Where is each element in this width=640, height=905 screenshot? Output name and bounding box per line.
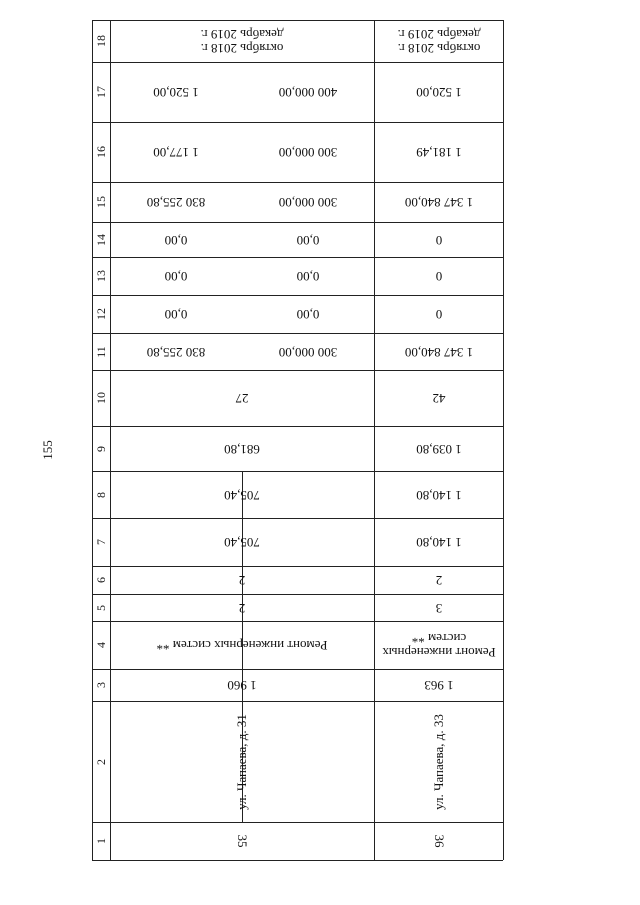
row36-cell: 1 140,80: [415, 535, 462, 550]
table-row-line: [92, 122, 503, 123]
row35-cell: 0,00: [164, 307, 188, 322]
column-number: 1: [94, 838, 108, 844]
column-number: 7: [94, 539, 108, 545]
table-row-line: [92, 295, 503, 296]
row36-cell: 1 347 840,00: [404, 344, 473, 360]
column-number: 6: [94, 577, 108, 583]
column-number: 16: [94, 146, 108, 158]
row35-cell: 705,40: [224, 535, 260, 550]
table-row-line: [92, 20, 503, 21]
table-row-line: [92, 370, 503, 371]
table-row-line: [92, 471, 503, 472]
row35-cell: 400 000,00: [278, 85, 338, 100]
table-row-line: [92, 594, 503, 595]
row35-cell: 1 520,00: [153, 85, 199, 100]
column-number: 12: [94, 308, 108, 320]
table-row-line: [92, 182, 503, 183]
table-row-line: [92, 669, 503, 670]
row36-cell: 1 963: [423, 678, 454, 693]
row35-period-start: октябрь 2018 г.: [200, 41, 284, 56]
column-number: 11: [94, 345, 108, 358]
column-number: 10: [94, 392, 108, 404]
row35-cell: 681,80: [224, 441, 260, 457]
row35-cell: 0,00: [164, 232, 188, 248]
column-number: 9: [94, 445, 108, 452]
row35-cell: 300 000,00: [278, 145, 338, 160]
row36-cell: 1 039,80: [415, 441, 462, 457]
row35-cell: Ремонт инженерных систем **: [156, 638, 328, 653]
row36-cell: 1 140,80: [415, 487, 462, 503]
row36-work-type-line1: Ремонт инженерных: [381, 645, 496, 660]
row36-cell: 1 181,49: [415, 145, 462, 160]
column-number: 3: [94, 682, 108, 688]
row36-cell: 0: [435, 232, 442, 248]
row36-cell: 1 520,00: [415, 85, 462, 100]
table-row-line: [92, 333, 503, 334]
row36-address: ул. Чапаева, д. 33: [430, 713, 446, 810]
row35-cell: 1 960: [227, 678, 257, 693]
row36-period-end: декабрь 2019 г.: [397, 27, 480, 42]
row35-cell: 0,00: [296, 307, 320, 322]
column-number: 13: [94, 270, 108, 282]
table-row-line: [92, 426, 503, 427]
row36-cell: 0: [435, 269, 442, 284]
row36-cell: 0: [435, 307, 442, 322]
column-number: 15: [94, 196, 108, 208]
table-row-line: [92, 860, 503, 861]
row35-cell: 705,40: [224, 487, 260, 503]
row35-cell: 830 255,80: [146, 344, 206, 360]
table-row-line: [92, 222, 503, 223]
column-number: 17: [94, 86, 108, 98]
row36-cell: 3: [435, 600, 442, 616]
column-number: 18: [94, 35, 108, 47]
row35-cell: 27: [235, 391, 249, 406]
column-number: 14: [94, 233, 108, 246]
page-number: 155: [40, 440, 55, 460]
row35-cell: 2: [238, 573, 246, 588]
column-number: 5: [94, 604, 108, 611]
row36-number: 36: [431, 834, 447, 848]
table-border-right: [503, 20, 504, 860]
table-border-number-col: [110, 20, 111, 860]
row36-period-start: октябрь 2018 г.: [397, 41, 480, 56]
table-row-line: [92, 621, 503, 622]
row35-period-end: декабрь 2019 г.: [200, 27, 284, 42]
table-border-row-divider: [374, 20, 375, 860]
row35-cell: 0,00: [164, 269, 188, 284]
table-row-line: [92, 822, 503, 823]
column-number: 2: [94, 758, 108, 765]
table-row-line: [92, 566, 503, 567]
table-row-line: [92, 518, 503, 519]
row36-cell: 1 347 840,00: [404, 195, 473, 210]
table-row-line: [92, 701, 503, 702]
row35-cell: 300 000,00: [278, 344, 338, 360]
row35-cell: 2: [238, 600, 246, 616]
row35-cell: 300 000,00: [278, 195, 338, 210]
row35-cell: 1 177,00: [153, 145, 199, 160]
row35-cell: 0,00: [296, 232, 320, 248]
row36-cell: 42: [432, 391, 445, 406]
row36-cell: 2: [435, 573, 442, 588]
table-border-left: [92, 20, 93, 860]
row35-address: ул. Чапаева, д. 31: [234, 713, 249, 810]
row35-cell: 0,00: [296, 269, 320, 284]
column-number: 4: [94, 642, 108, 648]
row35-number: 35: [235, 834, 250, 848]
column-number: 8: [94, 491, 108, 498]
row36-work-type-line2: систем **: [411, 631, 466, 646]
row35-cell: 830 255,80: [146, 195, 206, 210]
table-row-line: [92, 257, 503, 258]
table-row-line: [92, 62, 503, 63]
